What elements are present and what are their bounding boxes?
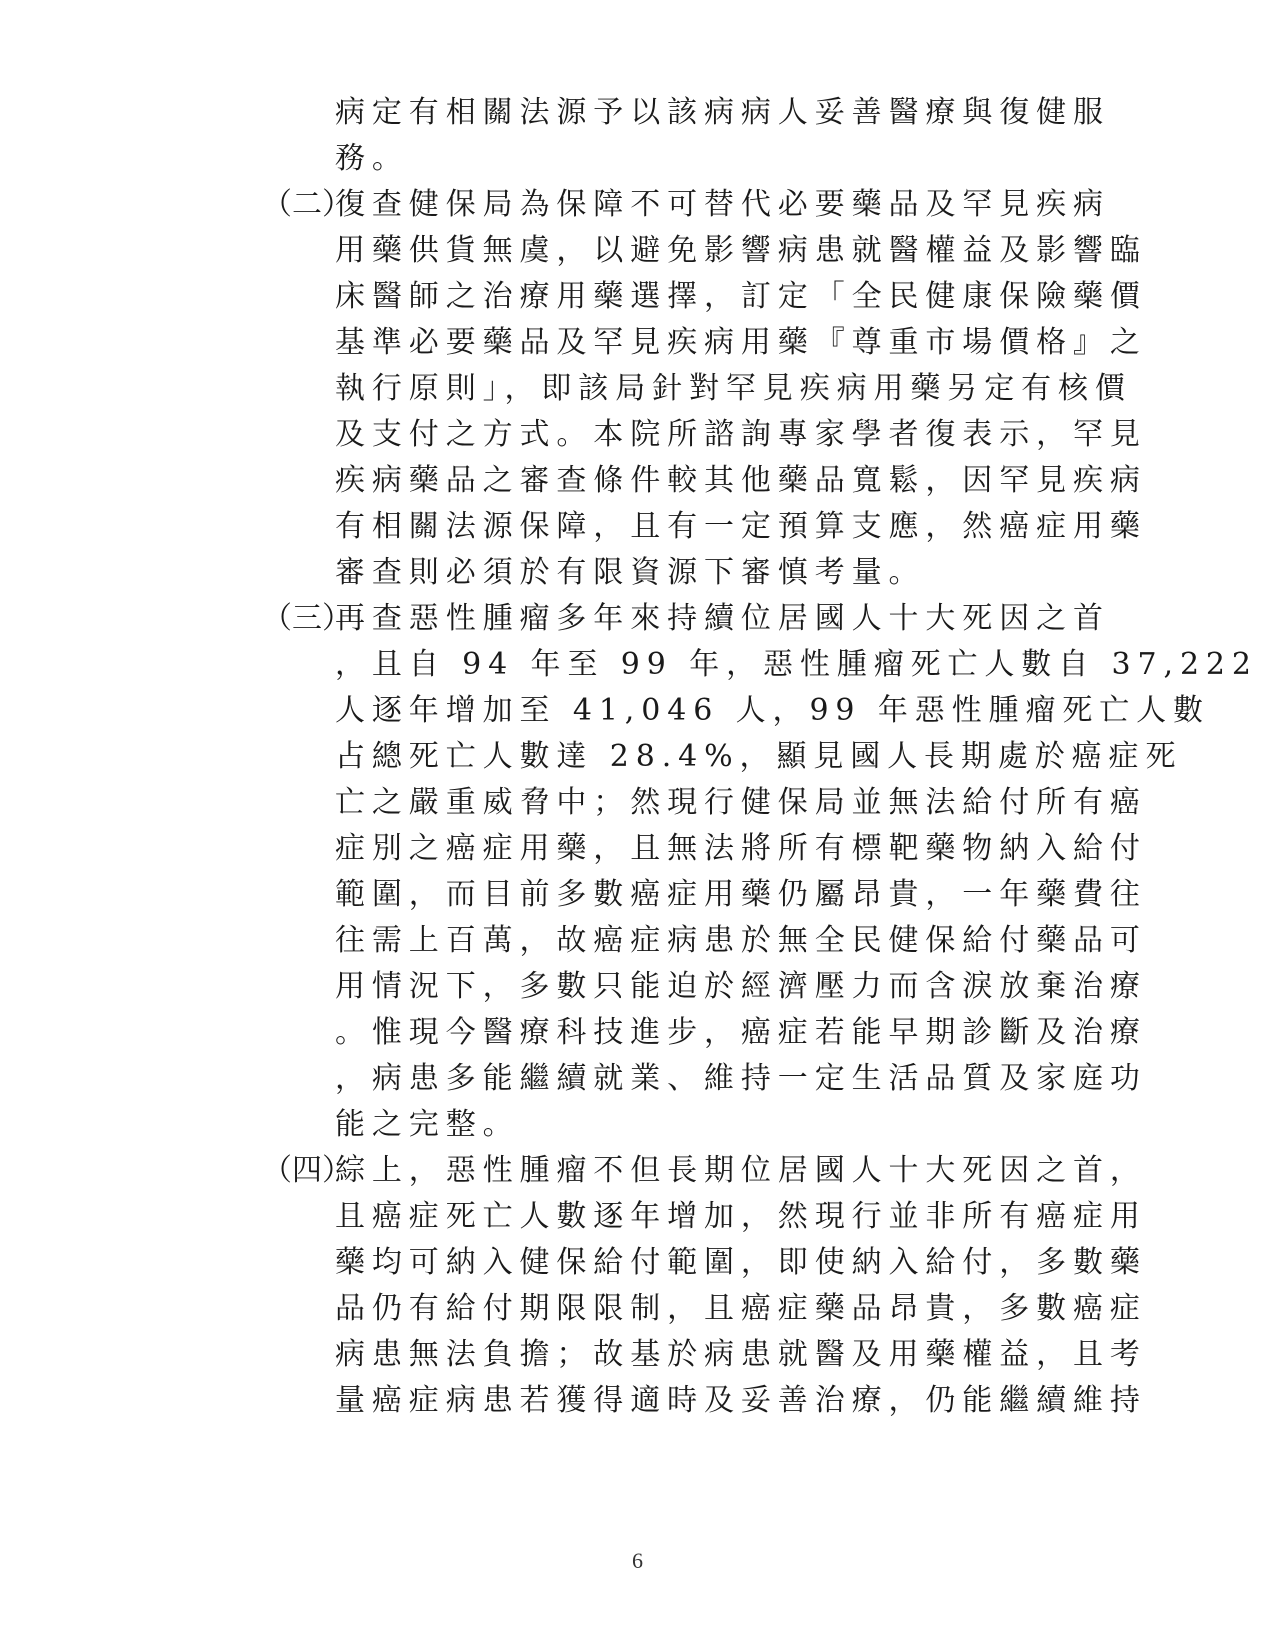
section-line: 及支付之方式。本院所諮詢專家學者復表示，罕見: [335, 417, 1147, 452]
section-line: 床醫師之治療用藥選擇，訂定「全民健康保險藥價: [335, 279, 1147, 314]
section-line: 且癌症死亡人數逐年增加，然現行並非所有癌症用: [335, 1199, 1147, 1234]
section-line: 執行原則」，即該局針對罕見疾病用藥另定有核價: [335, 371, 1132, 406]
section-marker: （二）: [262, 187, 352, 222]
section-line: 基準必要藥品及罕見疾病用藥『尊重市場價格』之: [335, 325, 1147, 360]
section-line: 再查惡性腫瘤多年來持續位居國人十大死因之首: [335, 601, 1110, 636]
section-line: 用情況下，多數只能迫於經濟壓力而含淚放棄治療: [335, 969, 1147, 1004]
intro-line: 病定有相關法源予以該病病人妥善醫療與復健服: [335, 95, 1110, 130]
section-line: ，且自 94 年至 99 年，惡性腫瘤死亡人數自 37,222: [335, 647, 1258, 682]
page-number: 6: [632, 1548, 643, 1573]
section-line: 往需上百萬，故癌症病患於無全民健保給付藥品可: [335, 923, 1147, 958]
section-line: 復查健保局為保障不可替代必要藥品及罕見疾病: [335, 187, 1110, 222]
section-marker: （四）: [262, 1153, 352, 1188]
section-line: 症別之癌症用藥，且無法將所有標靶藥物納入給付: [335, 831, 1147, 866]
section-line: 用藥供貨無虞，以避免影響病患就醫權益及影響臨: [335, 233, 1147, 268]
section-line: 亡之嚴重威脅中；然現行健保局並無法給付所有癌: [335, 785, 1147, 820]
section-line: 綜上，惡性腫瘤不但長期位居國人十大死因之首，: [335, 1153, 1147, 1188]
section-line: 藥均可納入健保給付範圍，即使納入給付，多數藥: [335, 1245, 1147, 1280]
section-line: 。惟現今醫療科技進步，癌症若能早期診斷及治療: [335, 1015, 1147, 1050]
section-line: 人逐年增加至 41,046 人，99 年惡性腫瘤死亡人數: [335, 693, 1210, 728]
section-marker: （三）: [262, 601, 352, 636]
section-line: 量癌症病患若獲得適時及妥善治療，仍能繼續維持: [335, 1383, 1147, 1418]
section-line: 審查則必須於有限資源下審慎考量。: [335, 555, 926, 590]
section-line: 範圍，而目前多數癌症用藥仍屬昂貴，一年藥費往: [335, 877, 1147, 912]
section-line: ，病患多能繼續就業、維持一定生活品質及家庭功: [335, 1061, 1147, 1096]
intro-line: 務。: [335, 141, 409, 176]
section-line: 疾病藥品之審查條件較其他藥品寬鬆，因罕見疾病: [335, 463, 1147, 498]
section-line: 品仍有給付期限限制，且癌症藥品昂貴，多數癌症: [335, 1291, 1147, 1326]
section-line: 有相關法源保障，且有一定預算支應，然癌症用藥: [335, 509, 1147, 544]
section-line: 能之完整。: [335, 1107, 520, 1142]
section-line: 病患無法負擔；故基於病患就醫及用藥權益，且考: [335, 1337, 1147, 1372]
section-line: 占總死亡人數達 28.4%，顯見國人長期處於癌症死: [335, 739, 1183, 774]
